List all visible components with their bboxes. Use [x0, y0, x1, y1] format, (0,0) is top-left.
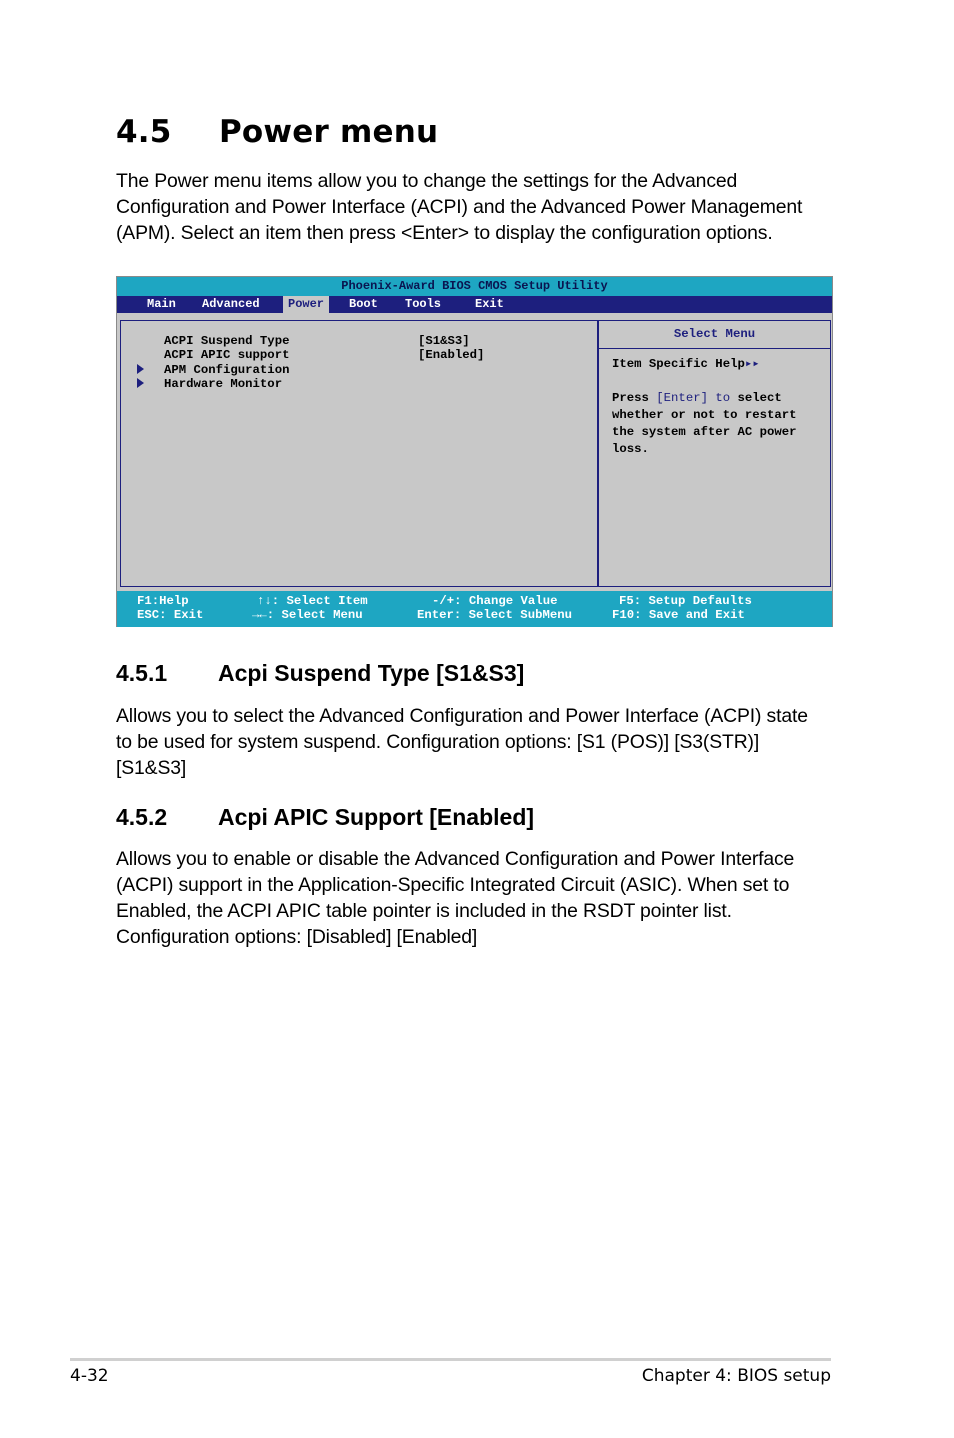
key-f5-defaults: F5: Setup Defaults: [619, 594, 752, 608]
subsection-heading-4-5-2: [116, 804, 534, 831]
bios-title-bar: Phoenix-Award BIOS CMOS Setup Utility: [117, 277, 832, 296]
key-select-item: ↑↓: Select Item: [257, 594, 368, 608]
help-title-text: Item Specific Help: [612, 357, 745, 371]
bios-item-acpi-suspend-type[interactable]: ACPI Suspend Type: [164, 334, 290, 348]
help-text-to: to: [715, 391, 731, 405]
bios-settings-panel: [120, 320, 598, 587]
section-heading: [116, 114, 438, 150]
subsection-number: 4.5.1: [116, 660, 168, 686]
help-line-3: the system after AC power: [612, 425, 797, 439]
help-title: [612, 356, 760, 373]
key-f10-save: F10: Save and Exit: [612, 608, 745, 622]
bios-menu-tools[interactable]: Tools: [405, 297, 442, 311]
submenu-arrow-icon: [137, 378, 144, 388]
intro-paragraph: The Power menu items allow you to change the settings for the Advanced Configuration and Power Interface (ACPI) and the Advanced Power Management (APM). Select an item then press <Enter> to display the configuration options.: [116, 170, 803, 244]
subsection-title: Acpi APIC Support [Enabled]: [218, 804, 535, 830]
key-change-value: -/+: Change Value: [432, 594, 558, 608]
bios-menu-bar: [117, 296, 832, 313]
bios-screenshot: [116, 276, 833, 627]
double-arrow-icon: ▸▸: [744, 357, 760, 371]
bios-menu-power[interactable]: Power: [283, 296, 329, 313]
section-number: 4.5: [116, 114, 172, 150]
bios-menu-exit[interactable]: Exit: [475, 297, 504, 311]
subsection-title: Acpi Suspend Type [S1&S3]: [218, 660, 525, 686]
help-panel-header: Select Menu: [599, 321, 830, 349]
bios-item-hardware-monitor[interactable]: Hardware Monitor: [164, 377, 283, 391]
help-text-enter-key: [Enter]: [656, 391, 708, 405]
help-text-press: Press: [612, 391, 649, 405]
bios-item-acpi-apic-support[interactable]: ACPI APIC support: [164, 348, 290, 362]
page-number: 4-32: [70, 1366, 109, 1386]
bios-key-legend: [117, 591, 832, 627]
key-select-menu: →←: Select Menu: [252, 608, 363, 622]
key-esc-exit: ESC: Exit: [137, 608, 204, 622]
bios-help-panel: [598, 320, 831, 587]
bios-menu-advanced[interactable]: Advanced: [202, 297, 260, 311]
submenu-arrow-icon: [137, 364, 144, 374]
footer-divider: [70, 1358, 831, 1361]
help-text-select: select: [737, 391, 782, 405]
subsection-body-4-5-2: Allows you to enable or disable the Advanced Configuration and Power Interface (ACPI) support in the Application-Specific Integrated Circuit (ASIC). When set to Enabled, the ACPI APIC table pointer is included in the RSDT pointer list. Configuration options: [Disabled] [Enabled]: [116, 848, 795, 948]
subsection-number: 4.5.2: [116, 804, 168, 830]
key-select-submenu: Enter: Select SubMenu: [417, 608, 572, 622]
help-line-4: loss.: [612, 442, 649, 456]
subsection-body-4-5-1: Allows you to select the Advanced Configuration and Power Interface (ACPI) state to be used for system suspend. Configuration options: [S1 (POS)] [S3(STR)] [S1&S3]: [116, 705, 808, 779]
chapter-label: Chapter 4: BIOS setup: [641, 1366, 831, 1386]
subsection-heading-4-5-1: [116, 660, 524, 687]
section-title: Power menu: [219, 114, 439, 150]
bios-item-apm-configuration[interactable]: APM Configuration: [164, 363, 290, 377]
bios-menu-boot[interactable]: Boot: [349, 297, 378, 311]
key-f1-help: F1:Help: [137, 594, 189, 608]
help-line-2: whether or not to restart: [612, 408, 797, 422]
help-line-1: [612, 390, 782, 407]
bios-value-acpi-apic-support[interactable]: [Enabled]: [418, 348, 485, 362]
bios-menu-main[interactable]: Main: [147, 297, 176, 311]
bios-value-acpi-suspend-type[interactable]: [S1&S3]: [418, 334, 470, 348]
